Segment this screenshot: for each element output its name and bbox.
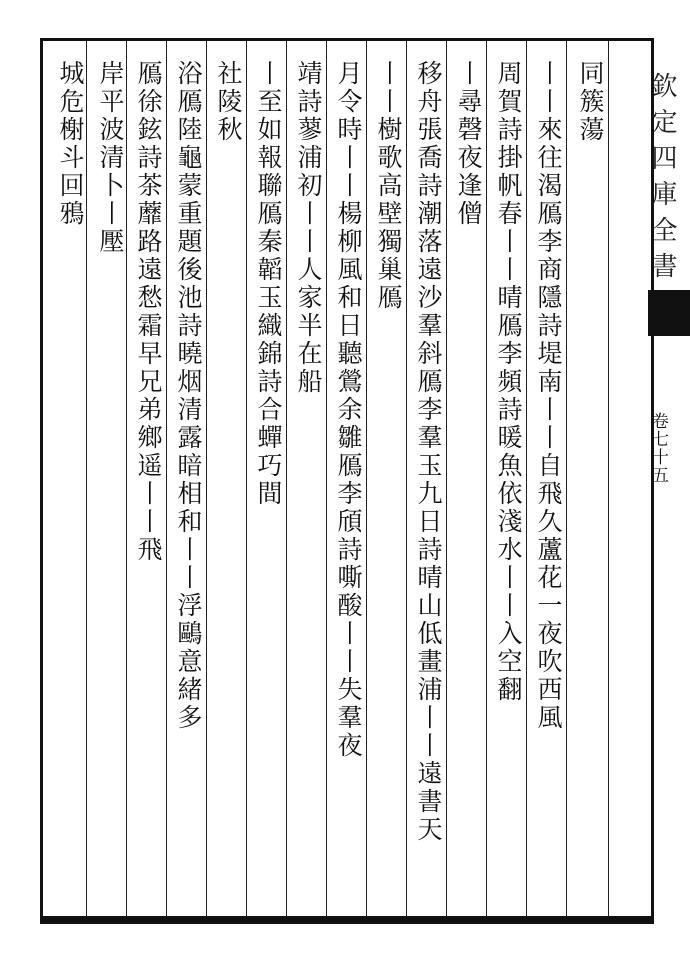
- text-column-5: 移舟張喬詩潮落遠沙羣斜鴈李羣玉九日詩晴山低畫浦丨丨遠書天: [414, 60, 443, 844]
- text-column-14: 城危榭斗回鴉: [56, 60, 85, 228]
- column-rule: [566, 41, 567, 917]
- column-rule: [246, 41, 247, 917]
- column-rule: [526, 41, 527, 917]
- column-rule: [286, 41, 287, 917]
- text-column-2: 丨丨來往渴鴈李商隱詩堤南丨丨自飛久蘆花一夜吹西風: [534, 60, 563, 732]
- column-rule: [166, 41, 167, 917]
- text-column-4: 丨尋磬夜逢僧: [454, 60, 483, 228]
- column-rule: [486, 41, 487, 917]
- text-column-1: 同簇蕩: [576, 60, 605, 144]
- column-rule: [406, 41, 407, 917]
- text-column-7: 月令時丨丨楊柳風和日聽鶯余雛鴈李頎詩嘶酸丨丨失羣夜: [334, 60, 363, 760]
- text-column-10: 社陵秋: [214, 60, 243, 144]
- text-column-6: 丨丨樹歌高壁獨巢鴈: [374, 60, 403, 312]
- column-rule: [366, 41, 367, 917]
- margin-black-tab: [648, 290, 690, 336]
- margin-title: 欽定四庫全書: [647, 72, 677, 288]
- column-rule: [446, 41, 447, 917]
- juan-label: 卷七十五: [648, 412, 668, 484]
- text-column-8: 靖詩蓼浦初丨丨人家半在船: [294, 60, 323, 396]
- text-column-12: 鴈徐鉉詩茶蘼路遠愁霜早兄弟鄉遥丨丨飛: [134, 60, 163, 564]
- text-column-13: 岸平波清卜丨壓: [96, 60, 125, 256]
- column-rule: [608, 41, 609, 917]
- column-rule: [206, 41, 207, 917]
- text-column-11: 浴鴈陸龜蒙重題後池詩曉烟清露暗相和丨丨浮鷗意緒多: [174, 60, 203, 732]
- column-rule: [326, 41, 327, 917]
- text-column-3: 周賀詩掛帆春丨丨晴鴈李頻詩暖魚依淺水丨丨入空翻: [494, 60, 523, 704]
- text-column-9: 丨至如報聯鴈秦韜玉織錦詩合蟬巧間: [254, 60, 283, 508]
- bottom-rule: [40, 916, 654, 924]
